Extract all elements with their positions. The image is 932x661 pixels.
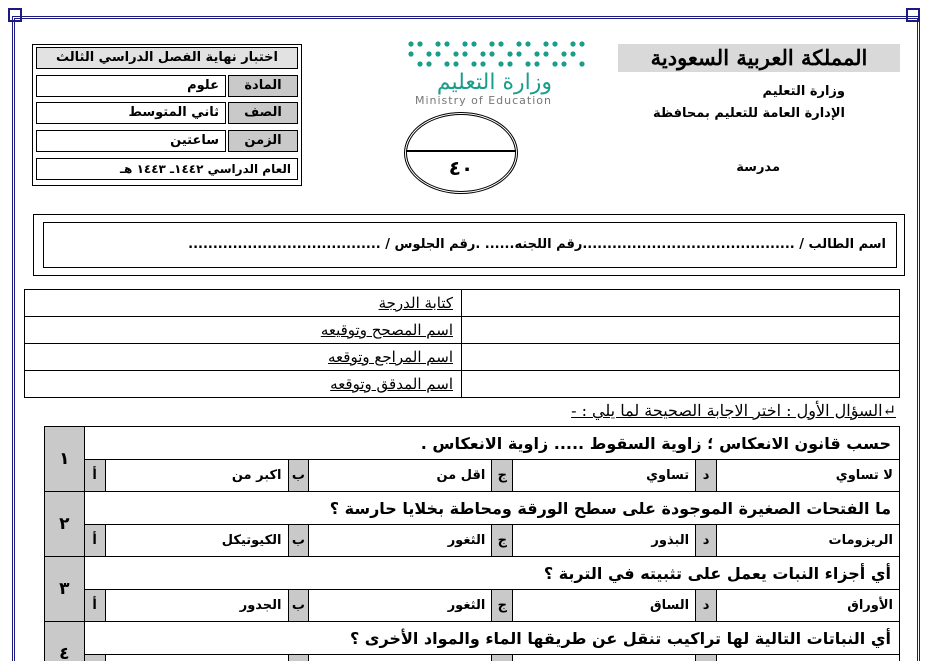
corner-ornament-right [906,8,920,22]
option-letter [84,655,105,661]
option-text[interactable]: الكيوتيكل [105,525,288,557]
ministry-name: وزارة التعليم [762,84,845,99]
question-number: ٤ [45,622,85,661]
option-letter: ب [288,590,309,622]
subject-label: المادة [228,75,298,97]
option-text[interactable]: الأوراق [717,590,900,622]
option-text[interactable]: اقل من [309,460,492,492]
option-text[interactable] [717,655,900,661]
question-text: أي أجزاء النبات يعمل على تثبيته في التربة ؟ [84,557,899,590]
school-name: مدرسة [736,160,780,175]
question-number: ٢ [45,492,85,557]
option-text[interactable]: الساق [513,590,696,622]
grading-row-label: اسم المصحح وتوقيعه [25,317,462,344]
option-text[interactable]: اكبر من [105,460,288,492]
grade-level-value: ثاني المتوسط [36,102,226,124]
option-letter: د [696,590,717,622]
student-info-line[interactable]: اسم الطالب / ...........................................رقم اللجنه...... .رقم الجلوس / ....................................... [43,222,897,268]
option-letter: أ [84,590,105,622]
grading-row-field[interactable] [462,371,900,398]
option-letter: ج [492,460,513,492]
total-score: ٤٠ [448,156,474,180]
question-heading: ↵السؤال الأول : اختر الاجابة الصحيحة لما يلي : - [571,401,896,420]
grade-level-label: الصف [228,102,298,124]
option-letter: ج [492,590,513,622]
corner-ornament-left [8,8,22,22]
option-text[interactable] [309,655,492,661]
grade-divider [406,150,516,152]
ministry-logo-english: Ministry of Education [414,94,552,107]
option-letter [492,655,513,661]
academic-year: العام الدراسي ١٤٤٢ـ ١٤٤٣ هـ [36,158,298,180]
option-text[interactable] [105,655,288,661]
grading-row-field[interactable] [462,344,900,371]
option-letter: د [696,525,717,557]
option-letter [288,655,309,661]
option-letter [696,655,717,661]
option-text[interactable]: لا تساوي [717,460,900,492]
option-letter: ج [492,525,513,557]
grading-table [24,289,900,398]
option-text[interactable]: الثغور [309,590,492,622]
subject-value: علوم [36,75,226,97]
option-text[interactable]: الثغور [309,525,492,557]
ministry-logo-icon [405,38,590,70]
grading-row-label: اسم المدقق وتوقعه [25,371,462,398]
question-number: ٣ [45,557,85,622]
option-letter: أ [84,460,105,492]
duration-label: الزمن [228,130,298,152]
grading-row-field[interactable] [462,317,900,344]
kingdom-title: المملكة العربية السعودية [618,44,900,72]
question-text: أي النباتات التالية لها تراكيب تنقل عن طريقها الماء والمواد الأخرى ؟ [84,622,899,655]
exam-title: اختبار نهاية الفصل الدراسي الثالث [36,47,298,69]
grading-row-label: كتابة الدرجة [25,290,462,317]
grading-row-field[interactable] [462,290,900,317]
option-text[interactable]: الريزومات [717,525,900,557]
option-letter: ب [288,460,309,492]
option-text[interactable] [513,655,696,661]
question-text: ما الفتحات الصغيرة الموجودة على سطح الورقة ومحاطة بخلايا حارسة ؟ [84,492,899,525]
grade-circle [404,112,518,194]
ministry-logo-arabic: وزارة التعليم [436,70,552,95]
option-text[interactable]: الجدور [105,590,288,622]
questions-table [44,426,900,661]
option-letter: أ [84,525,105,557]
option-letter: د [696,460,717,492]
grading-row-label: اسم المراجع وتوقعه [25,344,462,371]
option-text[interactable]: تساوي [513,460,696,492]
admin-name: الإدارة العامة للتعليم بمحافظة [652,106,845,121]
option-letter: ب [288,525,309,557]
question-text: حسب قانون الانعكاس ؛ زاوية السقوط ..... زاوية الانعكاس . [84,427,899,460]
option-text[interactable]: البذور [513,525,696,557]
duration-value: ساعتين [36,130,226,152]
question-number: ١ [45,427,85,492]
